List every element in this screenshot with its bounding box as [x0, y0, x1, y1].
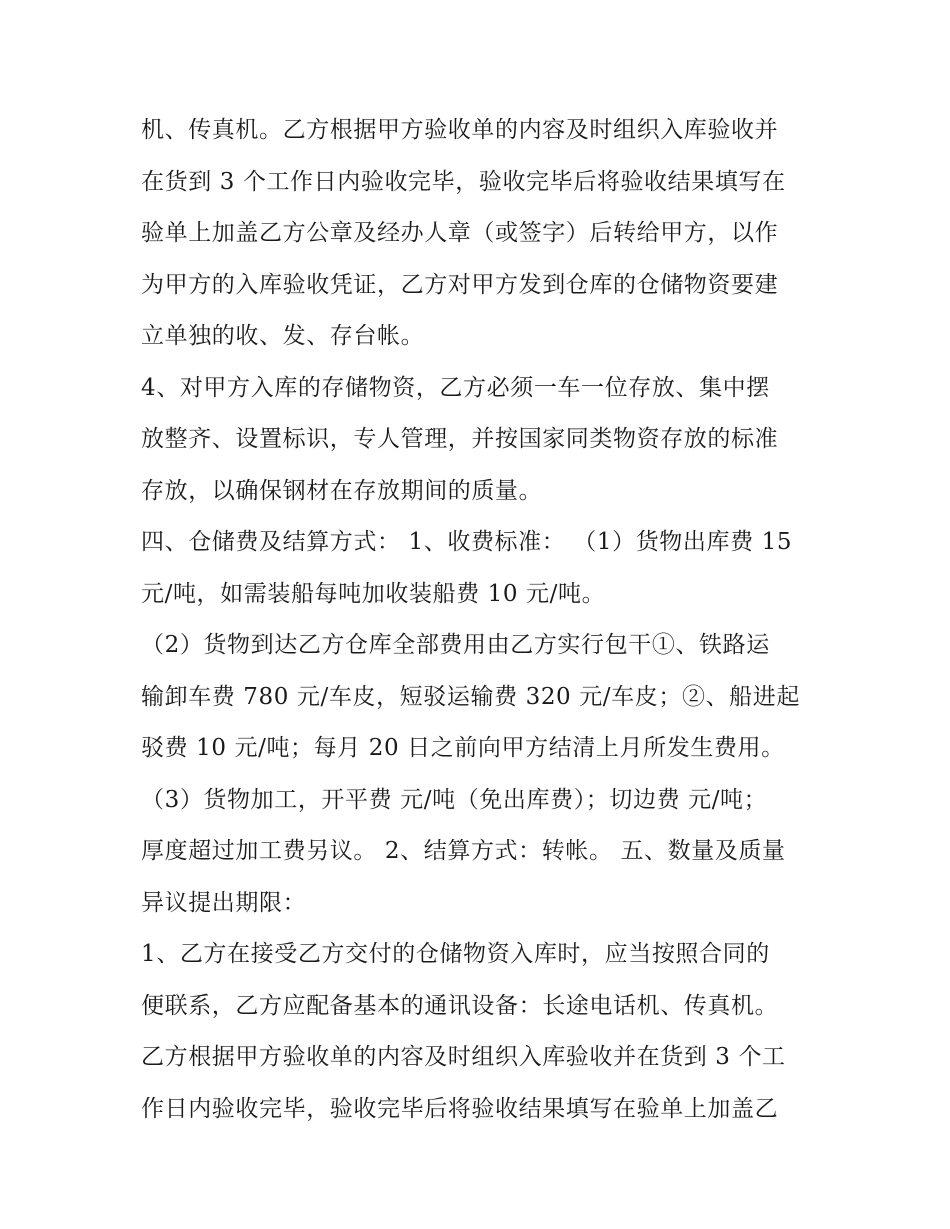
text-line: 输卸车费 780 元/车皮，短驳运输费 320 元/车皮；②、船进起 [141, 683, 800, 710]
text-line: 机、传真机。乙方根据甲方验收单的内容及时组织入库验收并 [141, 117, 779, 143]
text-line: 验单上加盖乙方公章及经办人章（或签字）后转给甲方，以作 [141, 220, 779, 246]
text-line: 4、对甲方入库的存储物资，乙方必须一车一位存放、集中摆 [141, 374, 770, 401]
text-line: 1、乙方在接受乙方交付的仓储物资入库时，应当按照合同的 [141, 941, 770, 967]
text-line: 四、仓储费及结算方式： 1、收费标准： （1）货物出库费 15 [141, 529, 793, 555]
text-line: 异议提出期限： [141, 889, 307, 916]
text-line: 作日内验收完毕，验收完毕后将验收结果填写在验单上加盖乙 [141, 1095, 779, 1122]
text-line: 在货到 3 个工作日内验收完毕，验收完毕后将验收结果填写在 [141, 168, 786, 195]
text-line: 驳费 10 元/吨；每月 20 日之前向甲方结清上月所发生费用。 [141, 735, 785, 761]
document-body [141, 105, 831, 1135]
text-line: 存放，以确保钢材在存放期间的质量。 [141, 477, 543, 504]
text-line: （3）货物加工，开平费 元/吨（免出库费）；切边费 元/吨； [141, 786, 768, 813]
text-line: 便联系，乙方应配备基本的通讯设备：长途电话机、传真机。 [141, 992, 779, 1019]
text-line: 乙方根据甲方验收单的内容及时组织入库验收并在货到 3 个工 [141, 1044, 786, 1070]
text-line: 立单独的收、发、存台帐。 [141, 323, 425, 349]
text-line: 为甲方的入库验收凭证，乙方对甲方发到仓库的仓储物资要建 [141, 271, 779, 298]
text-line: 厚度超过加工费另议。 2、结算方式：转帐。 五、数量及质量 [141, 838, 786, 864]
text-line: 放整齐、设置标识，专人管理，并按国家同类物资存放的标准 [141, 426, 779, 452]
text-line: （2）货物到达乙方仓库全部费用由乙方实行包干①、铁路运 [141, 632, 770, 658]
text-line: 元/吨，如需装船每吨加收装船费 10 元/吨。 [141, 580, 606, 607]
